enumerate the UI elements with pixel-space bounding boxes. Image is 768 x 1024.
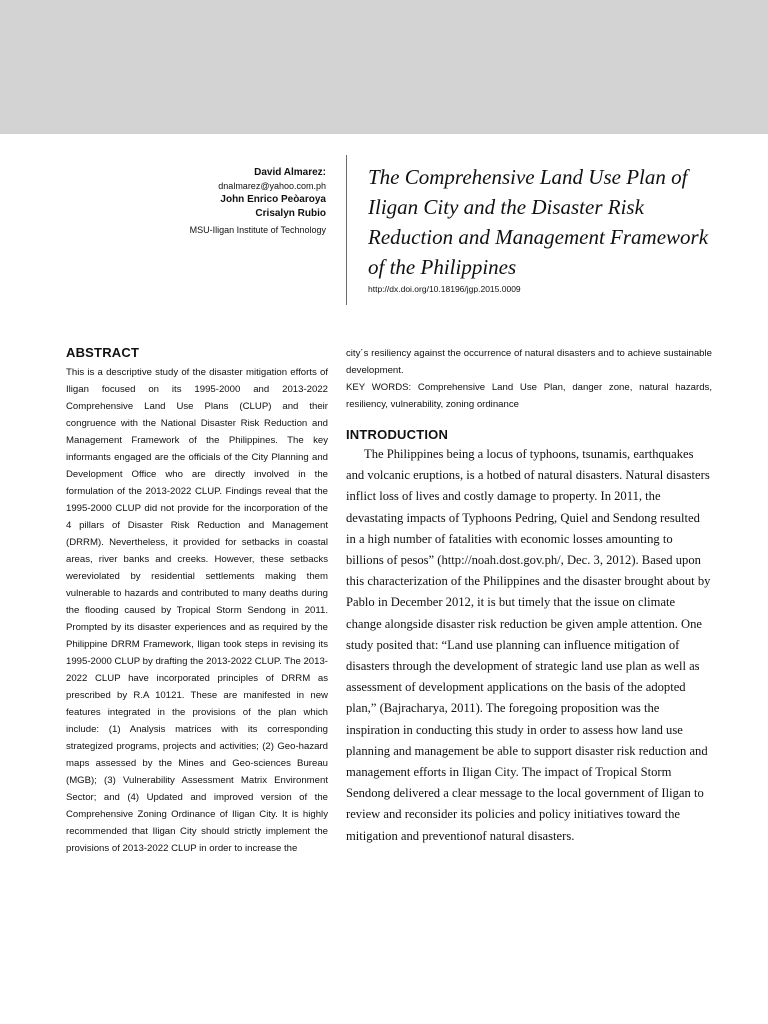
right-column: [346, 345, 712, 847]
abstract-text: This is a descriptive study of the disaster mitigation efforts of Iligan focused on its 1995-2000 and 2013-2022 Comprehensive Land Use Plans (CLUP) and their congruence with the National Disaster Risk Reduction and Management Framework of the Philippines. The key informants engaged are the officials of the City Planning and Development Office who are directly involved in the formulation of the 2013-2022 CLUP. Findings reveal that the 1995-2000 CLUP did not provide for the incorporation of the 4 pillars of Disaster Risk Reduction and Management (DRRM). Nevertheless, it provided for setbacks in coastal areas, river banks and creeks. However, these setbacks wereviolated by residential settlements making them vulnerable to hazards and contributed to many deaths during the flooding caused by Tropical Storm Sendong in 2011. Prompted by its disaster experiences and as required by the Philippine DRRM Framework, Iligan took steps in revising its 1995-2000 CLUP by drafting the 2013-2022 CLUP. The 2013-2022 CLUP have incorporated principles of DRRM as prescribed by R.A 10121. These are manifested in new features integrated in the provisions of the plan which include: (1) Analysis matrices with its corresponding strategized programs, projects and activities; (2) Geo-hazard maps assessed by the Mines and Geo-sciences Bureau (MGB); (3) Vulnerability Assessment Matrix Environment Sector; and (4) Updated and improved version of the Comprehensive Zoning Ordinance of Iligan City. It is highly recommended that Iligan City should strictly implement the provisions of 2013-2022 CLUP in order to increase the: [66, 367, 328, 854]
abstract-heading: ABSTRACT: [66, 345, 140, 360]
introduction-text: The Philippines being a locus of typhoons, tsunamis, earthquakes and volcanic eruptions, is a hotbed of natural disasters. Natural disasters inflict loss of lives and costly damage to property. In 2011, the devastating impacts of Typhoons Pedring, Quiel and Sendong resulted in a high number of fatalities with economic losses amounting to billions of pesos” (http://noah.dost.gov.ph/, Dec. 3, 2012). Based upon this characterization of the Philippines and the disaster brought about by Pablo in December 2012, it is but timely that the issue on climate change alongside disaster risk reduction be given ample attention. One study posited that: “Land use planning can influence mitigation of disasters through the development of strategic land use plan as well as assessment of development applications on the basis of the adopted plan,” (Bajracharya, 2011). The foregoing proposition was the inspiration in conducting this study in order to assess how land use planning and management be able to support disaster risk reduction and management efforts in Iligan City. The impact of Tropical Storm Sendong delivered a clear message to the local government of Iligan to review and reconsider its policies and policy initiatives toward the mitigation and preventionof natural disasters.: [346, 447, 711, 843]
author-block: [36, 166, 326, 239]
author-name: John Enrico Peòaroya: [220, 194, 326, 205]
doi-link[interactable]: http://dx.doi.org/10.18196/jgp.2015.0009: [368, 284, 521, 294]
abstract-continuation: city´s resiliency against the occurrence of natural disasters and to achieve sustainable development.: [346, 348, 712, 376]
keywords: KEY WORDS: Comprehensive Land Use Plan, danger zone, natural hazards, resiliency, vulnerability, zoning ordinance: [346, 382, 712, 410]
author-institution: MSU-Iligan Institute of Technology: [189, 225, 326, 235]
author-name: David Almarez:: [254, 167, 326, 178]
author-name: Crisalyn Rubio: [255, 208, 326, 219]
introduction-heading: INTRODUCTION: [346, 427, 449, 442]
author-email: dnalmarez@yahoo.com.ph: [218, 181, 326, 191]
paper-title: The Comprehensive Land Use Plan of Iligan City and the Disaster Risk Reduction and Management Framework of the Philippines: [368, 165, 709, 279]
page-header-band: [0, 0, 768, 134]
abstract-column: [66, 345, 328, 857]
header-divider: [346, 155, 347, 305]
